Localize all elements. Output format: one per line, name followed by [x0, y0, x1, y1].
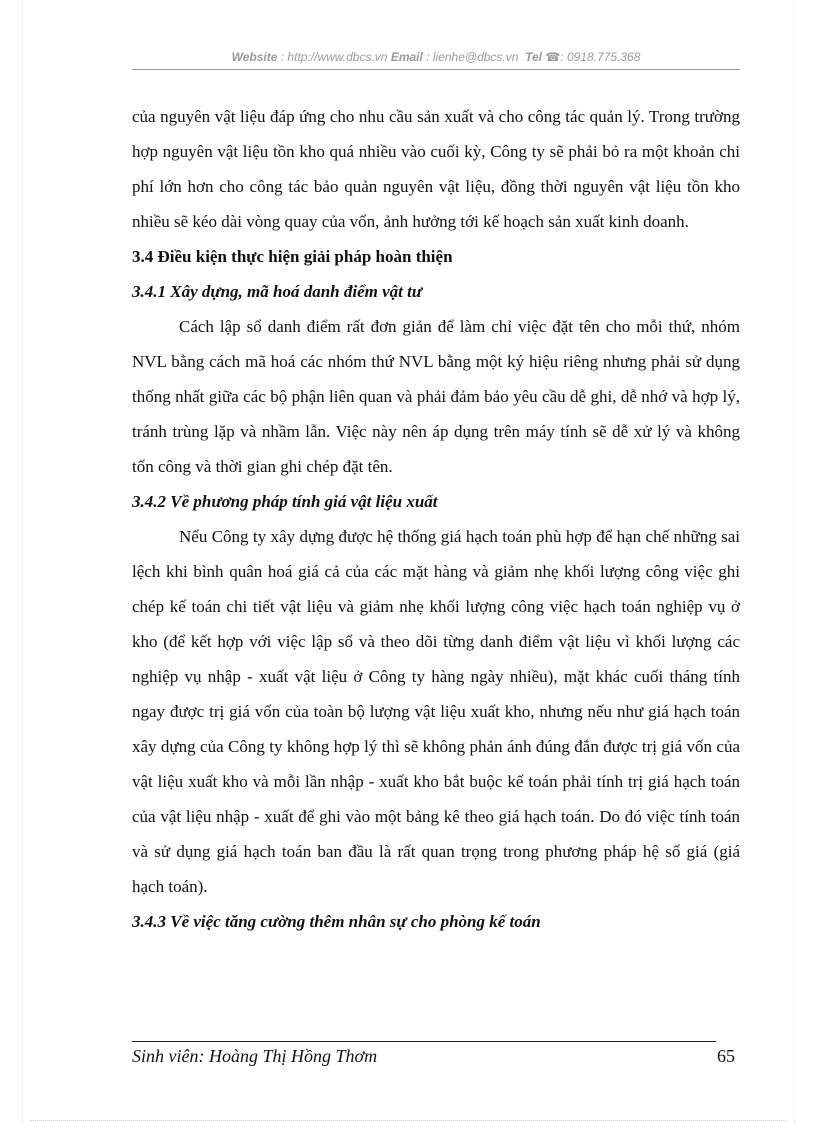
telephone-icon: ☎	[545, 50, 561, 64]
subsection-heading-3-4-1: 3.4.1 Xây dựng, mã hoá danh điểm vật tư	[132, 282, 423, 301]
page-margin-guide-left	[22, 0, 23, 1123]
page-bottom-guide	[30, 1120, 786, 1121]
subsection-heading-3-4-2: 3.4.2 Về phương pháp tính giá vật liệu xuất	[132, 492, 438, 511]
page-number: 65	[717, 1046, 735, 1066]
email-value[interactable]: : lienhe@dbcs.vn	[426, 50, 519, 64]
subsection-heading-3-4-3: 3.4.3 Về việc tăng cường thêm nhân sự cho phòng kế toán	[132, 912, 541, 931]
footer-divider	[132, 1041, 716, 1042]
header-divider	[132, 69, 740, 70]
footer-student-name: Sinh viên: Hoàng Thị Hồng Thơm	[132, 1046, 378, 1066]
document-body	[132, 99, 740, 939]
tel-label: Tel	[525, 50, 542, 64]
page-margin-guide-right	[794, 0, 795, 1123]
paragraph-2: Cách lập sổ danh điểm rất đơn giản để làm chỉ việc đặt tên cho mỗi thứ, nhóm NVL bằng cách mã hoá các nhóm thứ NVL bằng một ký hiệu riêng nhưng phải sử dụng thống nhất giữa các bộ phận liên quan và phải đảm bảo yêu cầu dễ ghi, dễ nhớ và hợp lý, tránh trùng lặp và nhầm lẫn. Việc này nên áp dụng trên máy tính sẽ dễ xử lý và không tốn công và thời gian ghi chép đặt tên.	[132, 317, 740, 476]
section-heading-3-4: 3.4 Điều kiện thực hiện giải pháp hoàn thiện	[132, 247, 453, 266]
tel-value: : 0918.775.368	[560, 50, 641, 64]
website-value[interactable]: : http://www.dbcs.vn	[280, 50, 388, 64]
paragraph-3: Nếu Công ty xây dựng được hệ thống giá hạch toán phù hợp để hạn chế những sai lệch khi bình quân hoá giá cả của các mặt hàng và giảm nhẹ khối lượng công việc ghi chép kế toán chi tiết vật liệu và giảm nhẹ khối lượng công việc hạch toán nghiệp vụ ở kho (để kết hợp với việc lập sổ và theo dõi từng danh điểm vật liệu vì khối lượng các nghiệp vụ nhập - xuất vật liệu ở Công ty hàng ngày nhiều), mặt khác cuối tháng tính ngay được trị giá vốn của toàn bộ lượng vật liệu xuất kho, nhưng nếu như giá hạch toán xây dựng của Công ty không hợp lý thì sẽ không phản ánh đúng đắn được trị giá vốn của vật liệu xuất kho và mỗi lần nhập - xuất kho bắt buộc kế toán phải tính trị giá hạch toán của vật liệu nhập - xuất để ghi vào một bảng kê theo giá hạch toán. Do đó việc tính toán và sử dụng giá hạch toán ban đầu là rất quan trọng trong phương pháp hệ số giá (giá hạch toán).	[132, 527, 740, 896]
paragraph-1: của nguyên vật liệu đáp ứng cho nhu cầu sản xuất và cho công tác quản lý. Trong trường hợp nguyên vật liệu tồn kho quá nhiều vào cuối kỳ, Công ty sẽ phải bỏ ra một khoản chi phí lớn hơn cho công tác bảo quản nguyên vật liệu, đồng thời nguyên vật liệu tồn kho nhiều sẽ kéo dài vòng quay của vốn, ảnh hưởng tới kế hoạch sản xuất kinh doanh.	[132, 107, 740, 231]
page-header	[132, 50, 740, 64]
website-label: Website	[231, 50, 278, 64]
email-label: Email	[390, 50, 423, 64]
